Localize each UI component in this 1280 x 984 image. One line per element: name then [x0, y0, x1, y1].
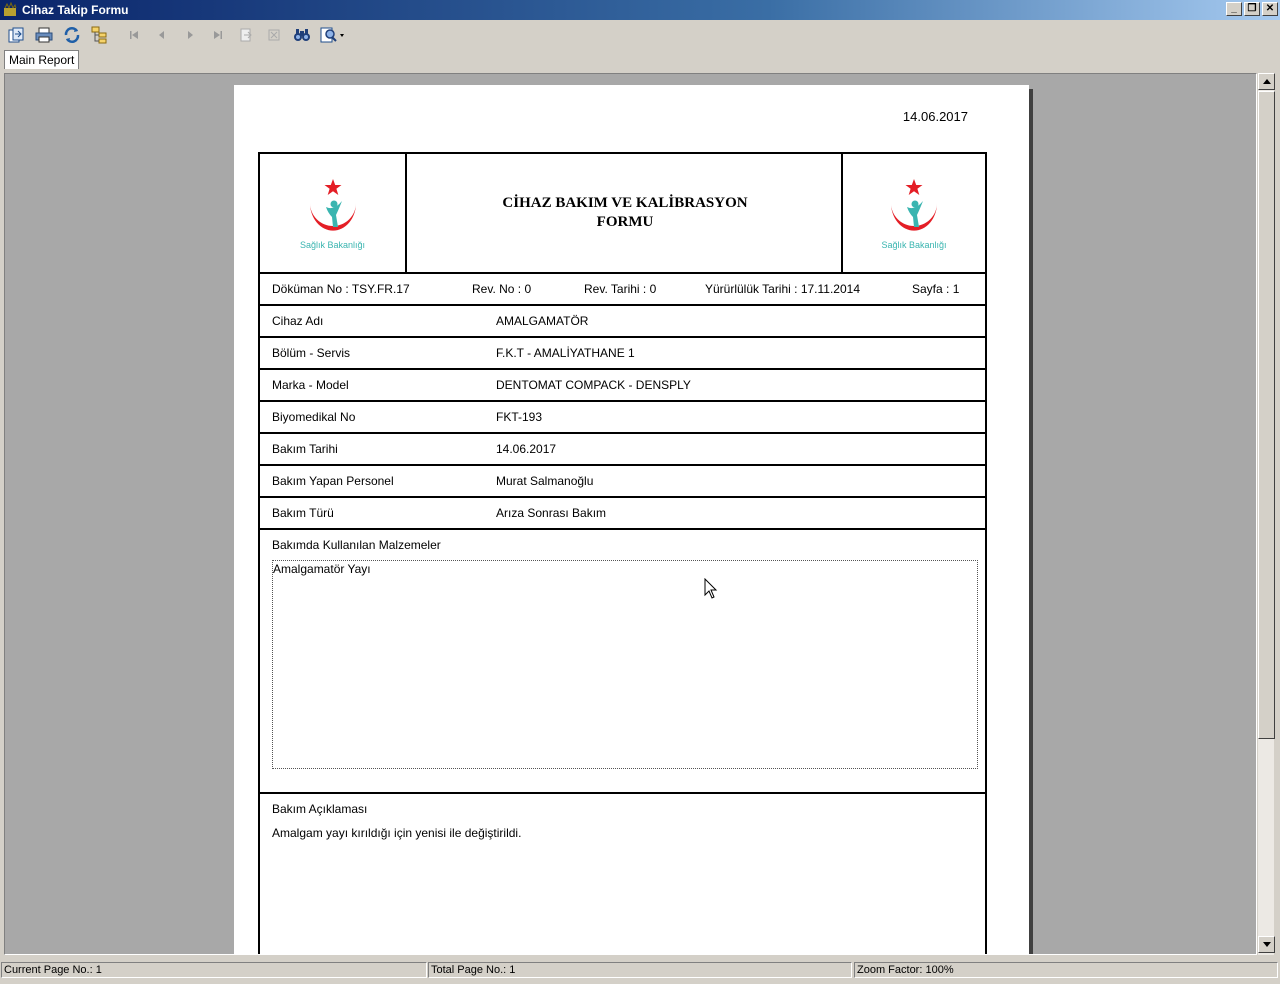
window-title: Cihaz Takip Formu	[22, 3, 129, 17]
next-page-button[interactable]	[178, 23, 202, 47]
materials-value: Amalgamatör Yayı	[273, 562, 371, 576]
row-biomedical-no	[260, 402, 985, 434]
prev-page-icon	[155, 28, 169, 42]
app-icon	[2, 2, 18, 18]
scroll-thumb[interactable]	[1258, 91, 1275, 739]
rev-no: Rev. No : 0	[472, 282, 532, 296]
goto-page-button[interactable]	[234, 23, 258, 47]
row-department	[260, 338, 985, 370]
row-label: Bakım Yapan Personel	[272, 474, 394, 488]
materials-section	[260, 530, 985, 794]
status-current-page: Current Page No.: 1	[1, 962, 427, 978]
row-label: Bölüm - Servis	[272, 346, 351, 360]
print-icon	[35, 26, 53, 44]
refresh-button[interactable]	[60, 23, 84, 47]
first-page-icon	[127, 28, 141, 42]
status-bar	[0, 960, 1280, 980]
ministry-logo-icon	[879, 177, 949, 239]
minimize-button[interactable]: _	[1226, 2, 1242, 16]
title-bar	[0, 0, 1280, 20]
restore-button[interactable]: ❐	[1244, 2, 1260, 16]
search-icon	[293, 26, 311, 44]
close-button[interactable]: ✕	[1262, 2, 1278, 16]
row-maintenance-type	[260, 498, 985, 530]
vertical-scrollbar[interactable]	[1257, 73, 1274, 955]
first-page-button[interactable]	[122, 23, 146, 47]
scroll-up-button[interactable]	[1258, 73, 1275, 90]
row-brand-model	[260, 370, 985, 402]
ministry-logo-icon	[298, 177, 368, 239]
scroll-up-icon	[1263, 79, 1271, 84]
stop-icon	[267, 28, 281, 42]
last-page-button[interactable]	[206, 23, 230, 47]
row-label: Marka - Model	[272, 378, 349, 392]
row-label: Bakım Türü	[272, 506, 334, 520]
logo-caption-right: Sağlık Bakanlığı	[881, 239, 947, 250]
row-value: FKT-193	[496, 410, 543, 424]
row-device-name	[260, 306, 985, 338]
form-title-line1: CİHAZ BAKIM VE KALİBRASYON	[502, 195, 748, 211]
refresh-icon	[63, 26, 81, 44]
goto-page-icon	[238, 27, 254, 43]
description-section	[260, 794, 985, 955]
mouse-cursor-icon	[704, 578, 718, 600]
report-toolbar	[0, 20, 1280, 49]
row-value: DENTOMAT COMPACK - DENSPLY	[496, 378, 691, 392]
tab-divider	[78, 51, 79, 69]
effective-date: Yürürlülük Tarihi : 17.11.2014	[705, 282, 860, 296]
status-zoom: Zoom Factor: 100%	[854, 962, 1278, 978]
form-title	[407, 154, 843, 272]
print-date: 14.06.2017	[902, 109, 968, 124]
logo-right	[841, 154, 985, 272]
description-label: Bakım Açıklaması	[272, 802, 368, 816]
zoom-icon	[320, 26, 346, 44]
row-label: Cihaz Adı	[272, 314, 324, 328]
report-viewer[interactable]	[4, 73, 1257, 955]
export-icon	[7, 26, 25, 44]
rev-date: Rev. Tarihi : 0	[584, 282, 657, 296]
row-value: 14.06.2017	[496, 442, 557, 456]
row-value: F.K.T - AMALİYATHANE 1	[496, 346, 635, 360]
row-label: Bakım Tarihi	[272, 442, 338, 456]
tab-main-report[interactable]: Main Report	[4, 50, 79, 69]
scroll-down-button[interactable]	[1258, 936, 1275, 953]
row-label: Biyomedikal No	[272, 410, 356, 424]
zoom-button[interactable]	[318, 23, 348, 47]
report-page	[234, 85, 1029, 955]
form-header	[260, 154, 985, 274]
materials-box	[272, 560, 978, 769]
logo-left	[260, 154, 407, 272]
row-maintenance-date	[260, 434, 985, 466]
prev-page-button[interactable]	[150, 23, 174, 47]
page-no: Sayfa : 1	[912, 282, 960, 296]
search-button[interactable]	[290, 23, 314, 47]
maintenance-form	[258, 152, 987, 955]
next-page-icon	[183, 28, 197, 42]
description-value: Amalgam yayı kırıldığı için yenisi ile değiştirildi.	[272, 826, 522, 840]
row-value: Murat Salmanoğlu	[496, 474, 594, 488]
logo-caption-left: Sağlık Bakanlığı	[299, 239, 366, 250]
report-tabs	[0, 49, 1280, 71]
document-meta-row	[260, 274, 985, 306]
status-total-page: Total Page No.: 1	[428, 962, 852, 978]
group-tree-button[interactable]	[88, 23, 112, 47]
print-button[interactable]	[32, 23, 56, 47]
materials-label: Bakımda Kullanılan Malzemeler	[272, 538, 441, 552]
stop-button[interactable]	[262, 23, 286, 47]
last-page-icon	[211, 28, 225, 42]
row-value: Arıza Sonrası Bakım	[496, 506, 607, 520]
doc-no: Döküman No : TSY.FR.17	[272, 282, 410, 296]
form-title-line2: FORMU	[596, 214, 654, 230]
scroll-down-icon	[1263, 942, 1271, 947]
row-personnel	[260, 466, 985, 498]
group-tree-icon	[91, 26, 109, 44]
export-button[interactable]	[4, 23, 28, 47]
row-value: AMALGAMATÖR	[496, 314, 589, 328]
